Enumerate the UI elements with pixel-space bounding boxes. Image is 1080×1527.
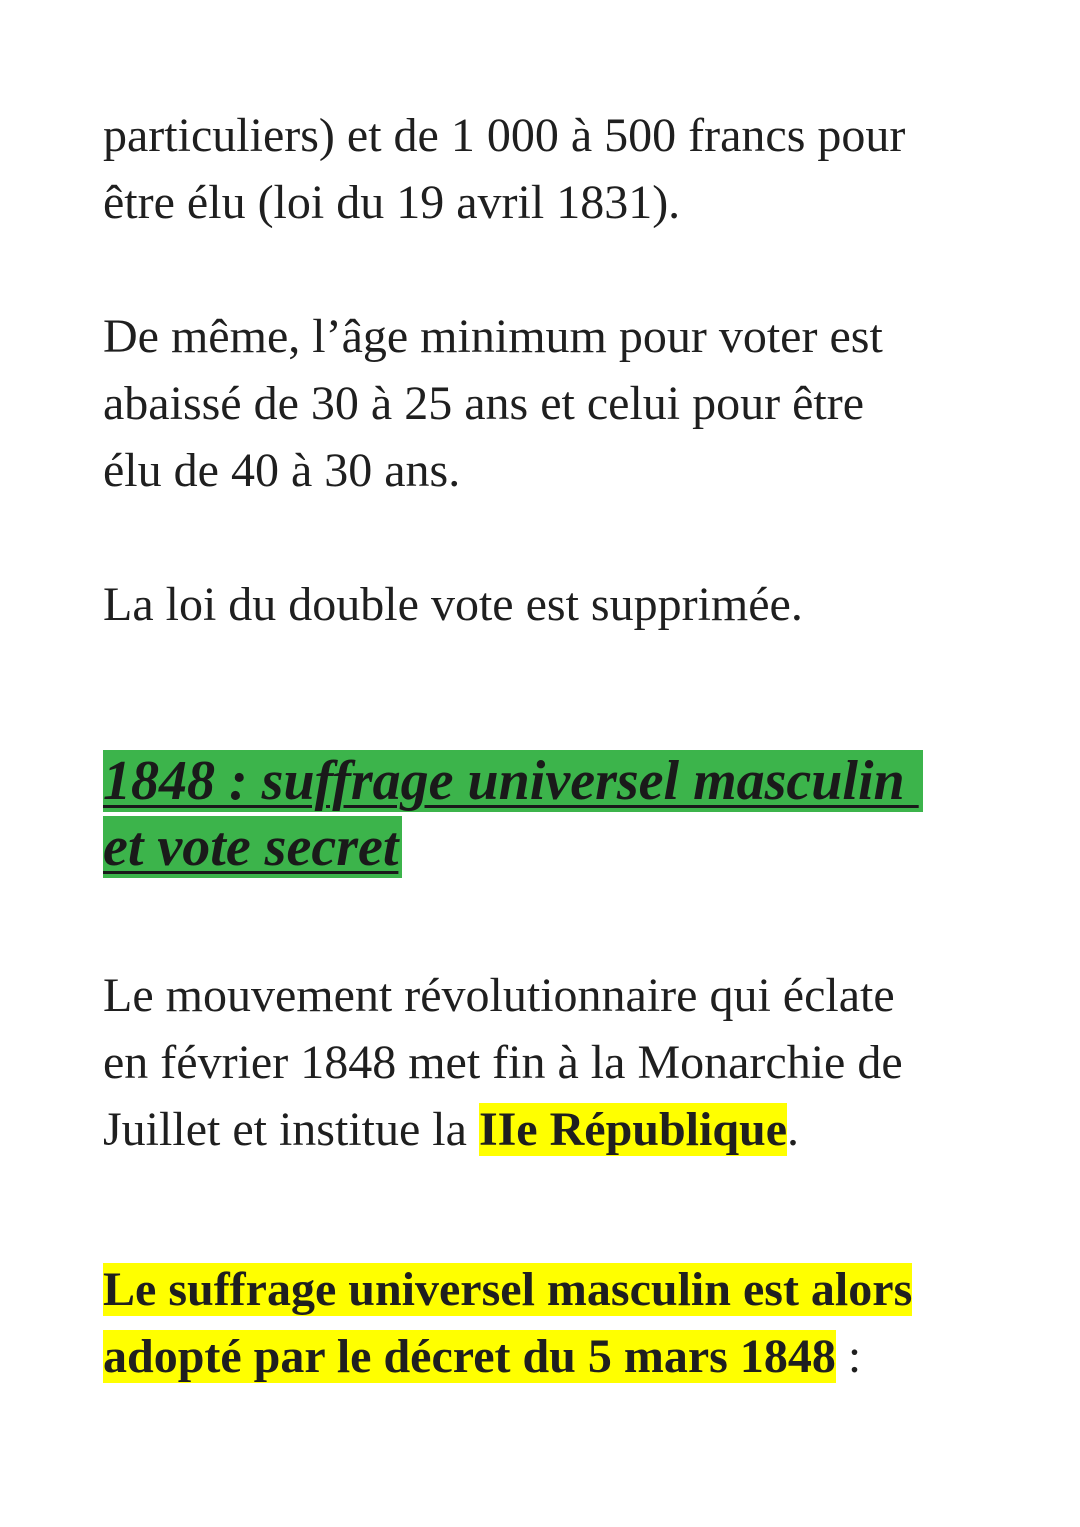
highlight-republic: IIe République [478,1103,788,1156]
paragraph-line: Le mouvement révolutionnaire qui éclate [103,969,895,1022]
paragraph-line: La loi du double vote est supprimée. [103,578,803,631]
highlight-decree-line: adopté par le décret du 5 mars 1848 [103,1330,836,1383]
paragraph-line: être élu (loi du 19 avril 1831). [103,176,681,229]
paragraph-line [103,1096,983,1163]
paragraph-text: : [835,1330,862,1383]
section-heading [103,748,983,880]
paragraph-revolution-1848 [103,962,983,1163]
paragraph-line: particuliers) et de 1 000 à 500 francs pour [103,109,906,162]
heading-line: et vote secret [103,816,402,878]
heading-line: 1848 : suffrage universel masculin [103,750,923,812]
paragraph-text: . [787,1103,800,1156]
paragraph-line: abaissé de 30 à 25 ans et celui pour être [103,377,865,430]
paragraph-line: en février 1848 met fin à la Monarchie de [103,1036,903,1089]
paragraph-universal-suffrage-decree [103,1256,983,1390]
paragraph-double-vote [103,571,983,638]
paragraph-text: Juillet et institue la [103,1103,479,1156]
paragraph-line: De même, l’âge minimum pour voter est [103,310,883,363]
paragraph-voting-age [103,303,983,504]
paragraph-line: élu de 40 à 30 ans. [103,444,461,497]
paragraph-eligibility-tax [103,102,983,236]
highlight-decree-line: Le suffrage universel masculin est alors [103,1263,913,1316]
